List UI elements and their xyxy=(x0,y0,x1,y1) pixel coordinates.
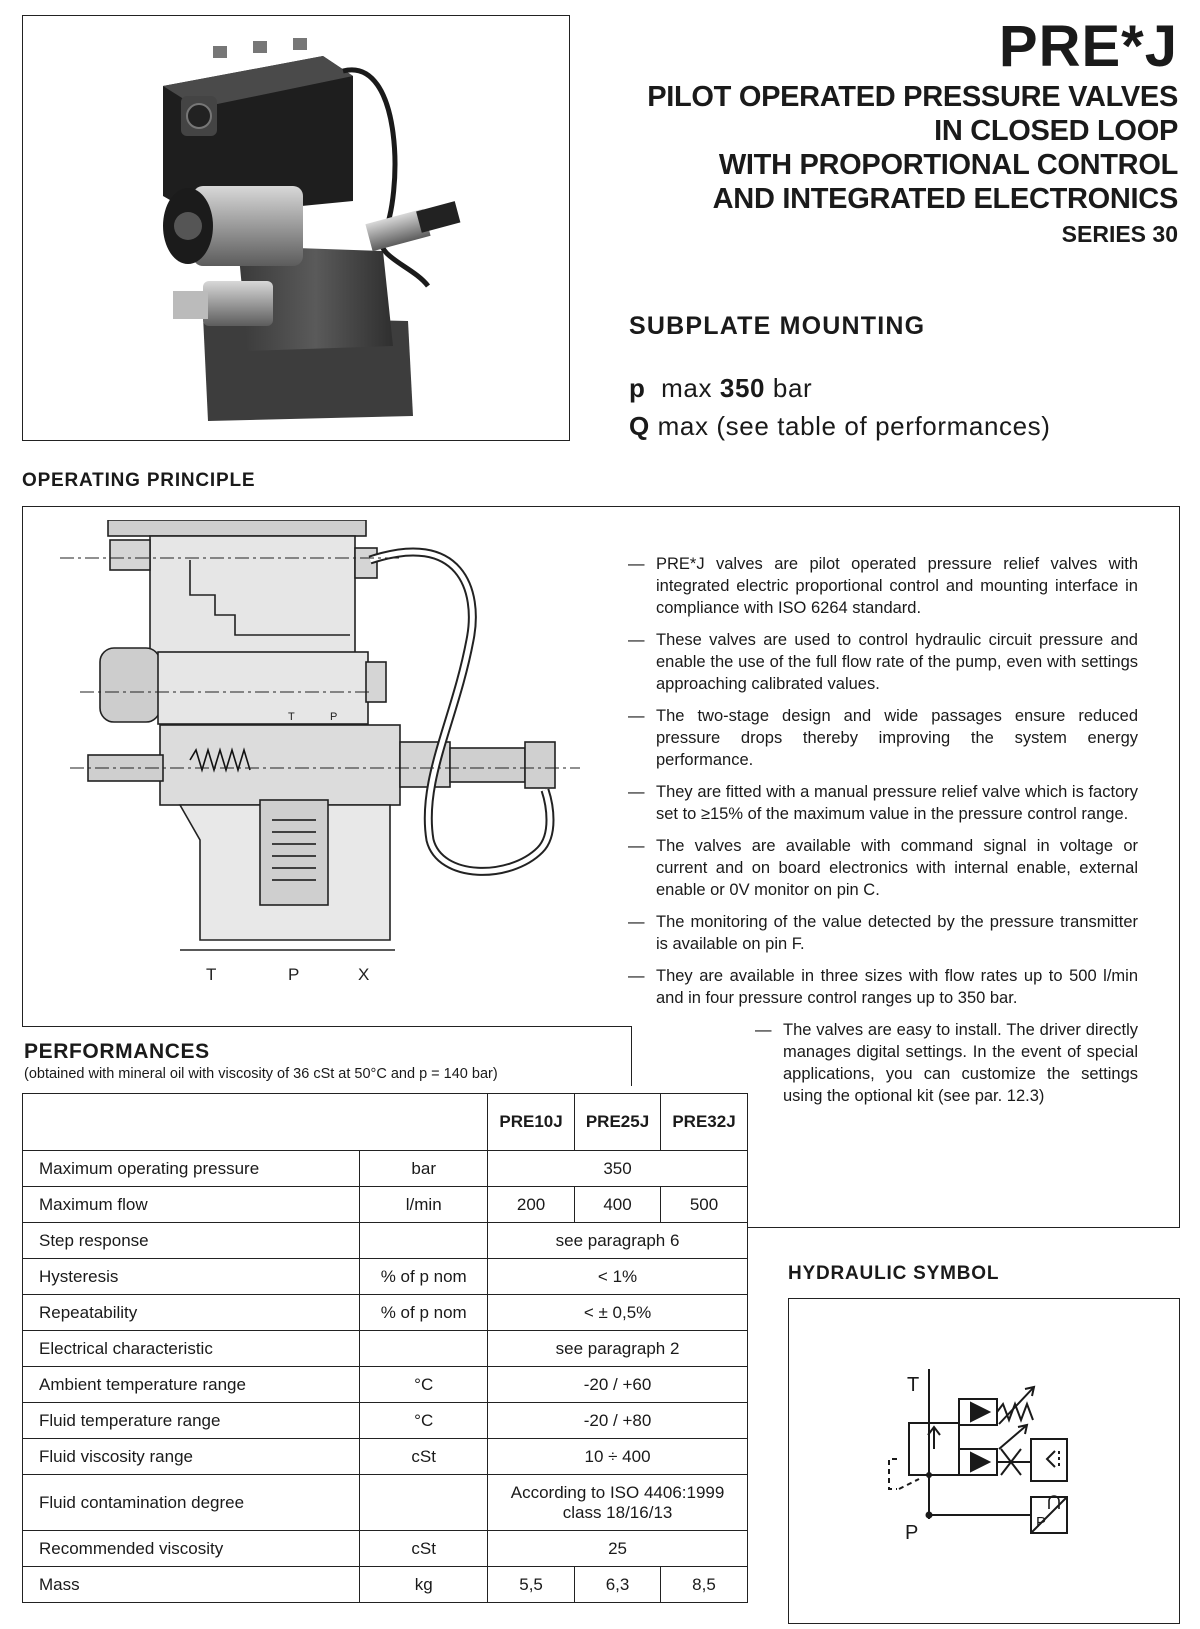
row-label: Repeatability xyxy=(23,1295,360,1331)
row-label: Maximum operating pressure xyxy=(23,1151,360,1187)
valve-section-drawing xyxy=(40,520,610,1020)
row-unit xyxy=(360,1331,488,1367)
row-value: 350 xyxy=(488,1151,748,1187)
row-label: Recommended viscosity xyxy=(23,1531,360,1567)
subtitle-line: IN CLOSED LOOP xyxy=(934,115,1178,147)
inner-label-p: P xyxy=(330,711,338,723)
column-header: PRE10J xyxy=(488,1094,575,1151)
table-row xyxy=(23,1367,748,1403)
table-row xyxy=(23,1259,748,1295)
transducer-label: P xyxy=(1036,1514,1047,1531)
max-pressure-spec xyxy=(629,373,812,404)
table-row xyxy=(23,1439,748,1475)
series-label: SERIES 30 xyxy=(1061,221,1178,247)
table-row xyxy=(23,1295,748,1331)
list-item: — These valves are used to control hydraulic circuit pressure and enable the use of the full flow rate of the pump, even with settings approaching calibrated values. xyxy=(628,629,1138,695)
table-row xyxy=(23,1223,748,1259)
row-unit: °C xyxy=(360,1367,488,1403)
operating-principle-heading: OPERATING PRINCIPLE xyxy=(22,470,256,491)
row-value: 5,5 xyxy=(488,1567,575,1603)
row-value: 6,3 xyxy=(575,1567,661,1603)
max-flow-spec xyxy=(629,411,1051,442)
row-unit xyxy=(360,1475,488,1531)
row-value: see paragraph 6 xyxy=(488,1223,748,1259)
row-unit: cSt xyxy=(360,1439,488,1475)
subtitle-line: WITH PROPORTIONAL CONTROL xyxy=(718,149,1178,181)
row-unit: % of p nom xyxy=(360,1259,488,1295)
flow-text: max (see table of performances) xyxy=(657,411,1051,441)
row-value: < ± 0,5% xyxy=(488,1295,748,1331)
performances-note: (obtained with mineral oil with viscosity of 36 cSt at 50°C and p = 140 bar) xyxy=(24,1066,498,1082)
table-row xyxy=(23,1331,748,1367)
row-value: 25 xyxy=(488,1531,748,1567)
port-label-x: X xyxy=(358,965,370,984)
table-row xyxy=(23,1567,748,1603)
pressure-value: 350 xyxy=(719,373,766,403)
flow-symbol: Q xyxy=(629,411,650,441)
subtitle-line: AND INTEGRATED ELECTRONICS xyxy=(712,183,1178,215)
row-label: Electrical characteristic xyxy=(23,1331,360,1367)
row-label: Ambient temperature range xyxy=(23,1367,360,1403)
hydraulic-symbol-heading: HYDRAULIC SYMBOL xyxy=(788,1263,1000,1284)
row-label: Fluid contamination degree xyxy=(23,1475,360,1531)
row-unit xyxy=(360,1223,488,1259)
table-row xyxy=(23,1531,748,1567)
row-label: Fluid viscosity range xyxy=(23,1439,360,1475)
table-header-row xyxy=(23,1094,748,1151)
product-photo xyxy=(22,15,570,441)
list-item: — They are fitted with a manual pressure relief valve which is factory set to ≥15% of the maximum value in the pressure control range. xyxy=(628,781,1138,825)
product-code: PRE*J xyxy=(998,14,1178,79)
product-subtitle xyxy=(578,80,1178,216)
row-value: -20 / +80 xyxy=(488,1403,748,1439)
inner-label-t: T xyxy=(288,711,295,723)
table-row xyxy=(23,1475,748,1531)
pressure-prefix: max xyxy=(661,373,713,403)
port-p-label: P xyxy=(905,1522,919,1544)
port-label-p: P xyxy=(288,965,300,984)
port-label-t: T xyxy=(206,965,217,984)
row-unit: % of p nom xyxy=(360,1295,488,1331)
row-value: < 1% xyxy=(488,1259,748,1295)
list-item: — The two-stage design and wide passages ensure reduced pressure drops thereby improving the system energy performance. xyxy=(628,705,1138,771)
row-label: Step response xyxy=(23,1223,360,1259)
row-label: Mass xyxy=(23,1567,360,1603)
row-value: 8,5 xyxy=(661,1567,748,1603)
pressure-unit: bar xyxy=(772,373,813,403)
row-label: Hysteresis xyxy=(23,1259,360,1295)
table-row xyxy=(23,1187,748,1223)
subtitle-line: PILOT OPERATED PRESSURE VALVES xyxy=(647,81,1178,113)
hydraulic-symbol-drawing xyxy=(789,1299,1181,1625)
row-value: 500 xyxy=(661,1187,748,1223)
row-value: -20 / +60 xyxy=(488,1367,748,1403)
row-value-line: class 18/16/13 xyxy=(562,1502,673,1522)
list-item: — The monitoring of the value detected by the pressure transmitter is available on pin F. xyxy=(628,911,1138,955)
row-value: 400 xyxy=(575,1187,661,1223)
row-label: Fluid temperature range xyxy=(23,1403,360,1439)
hydraulic-symbol-box xyxy=(788,1298,1180,1624)
row-unit: l/min xyxy=(360,1187,488,1223)
row-unit: cSt xyxy=(360,1531,488,1567)
row-value: 10 ÷ 400 xyxy=(488,1439,748,1475)
pressure-symbol: p xyxy=(629,373,646,403)
list-item: — The valves are easy to install. The driver directly manages digital settings. In the event of special applications, you can customize the settings using the optional kit (see par. 12.3) xyxy=(755,1019,1138,1107)
row-unit: bar xyxy=(360,1151,488,1187)
column-header: PRE25J xyxy=(575,1094,661,1151)
list-item: — The valves are available with command signal in voltage or current and on board electronics with internal enable, external enable or 0V monitor on pin C. xyxy=(628,835,1138,901)
table-header-blank xyxy=(23,1094,488,1151)
column-header: PRE32J xyxy=(661,1094,748,1151)
table-row xyxy=(23,1403,748,1439)
row-label: Maximum flow xyxy=(23,1187,360,1223)
mounting-type: SUBPLATE MOUNTING xyxy=(629,312,926,340)
performances-heading: PERFORMANCES xyxy=(24,1040,210,1063)
port-t-label: T xyxy=(907,1374,920,1396)
row-value: see paragraph 2 xyxy=(488,1331,748,1367)
row-unit: °C xyxy=(360,1403,488,1439)
row-value: 200 xyxy=(488,1187,575,1223)
list-item: — PRE*J valves are pilot operated pressure relief valves with integrated electric proportional control and mounting interface in compliance with ISO 6264 standard. xyxy=(628,553,1138,619)
row-value-line: According to ISO 4406:1999 xyxy=(510,1482,725,1502)
list-item: — They are available in three sizes with flow rates up to 500 l/min and in four pressure control ranges up to 350 bar. xyxy=(628,965,1138,1009)
performances-table xyxy=(22,1093,748,1603)
table-row xyxy=(23,1151,748,1187)
valve-photo-illustration xyxy=(23,16,570,441)
row-unit: kg xyxy=(360,1567,488,1603)
row-value xyxy=(488,1475,748,1531)
